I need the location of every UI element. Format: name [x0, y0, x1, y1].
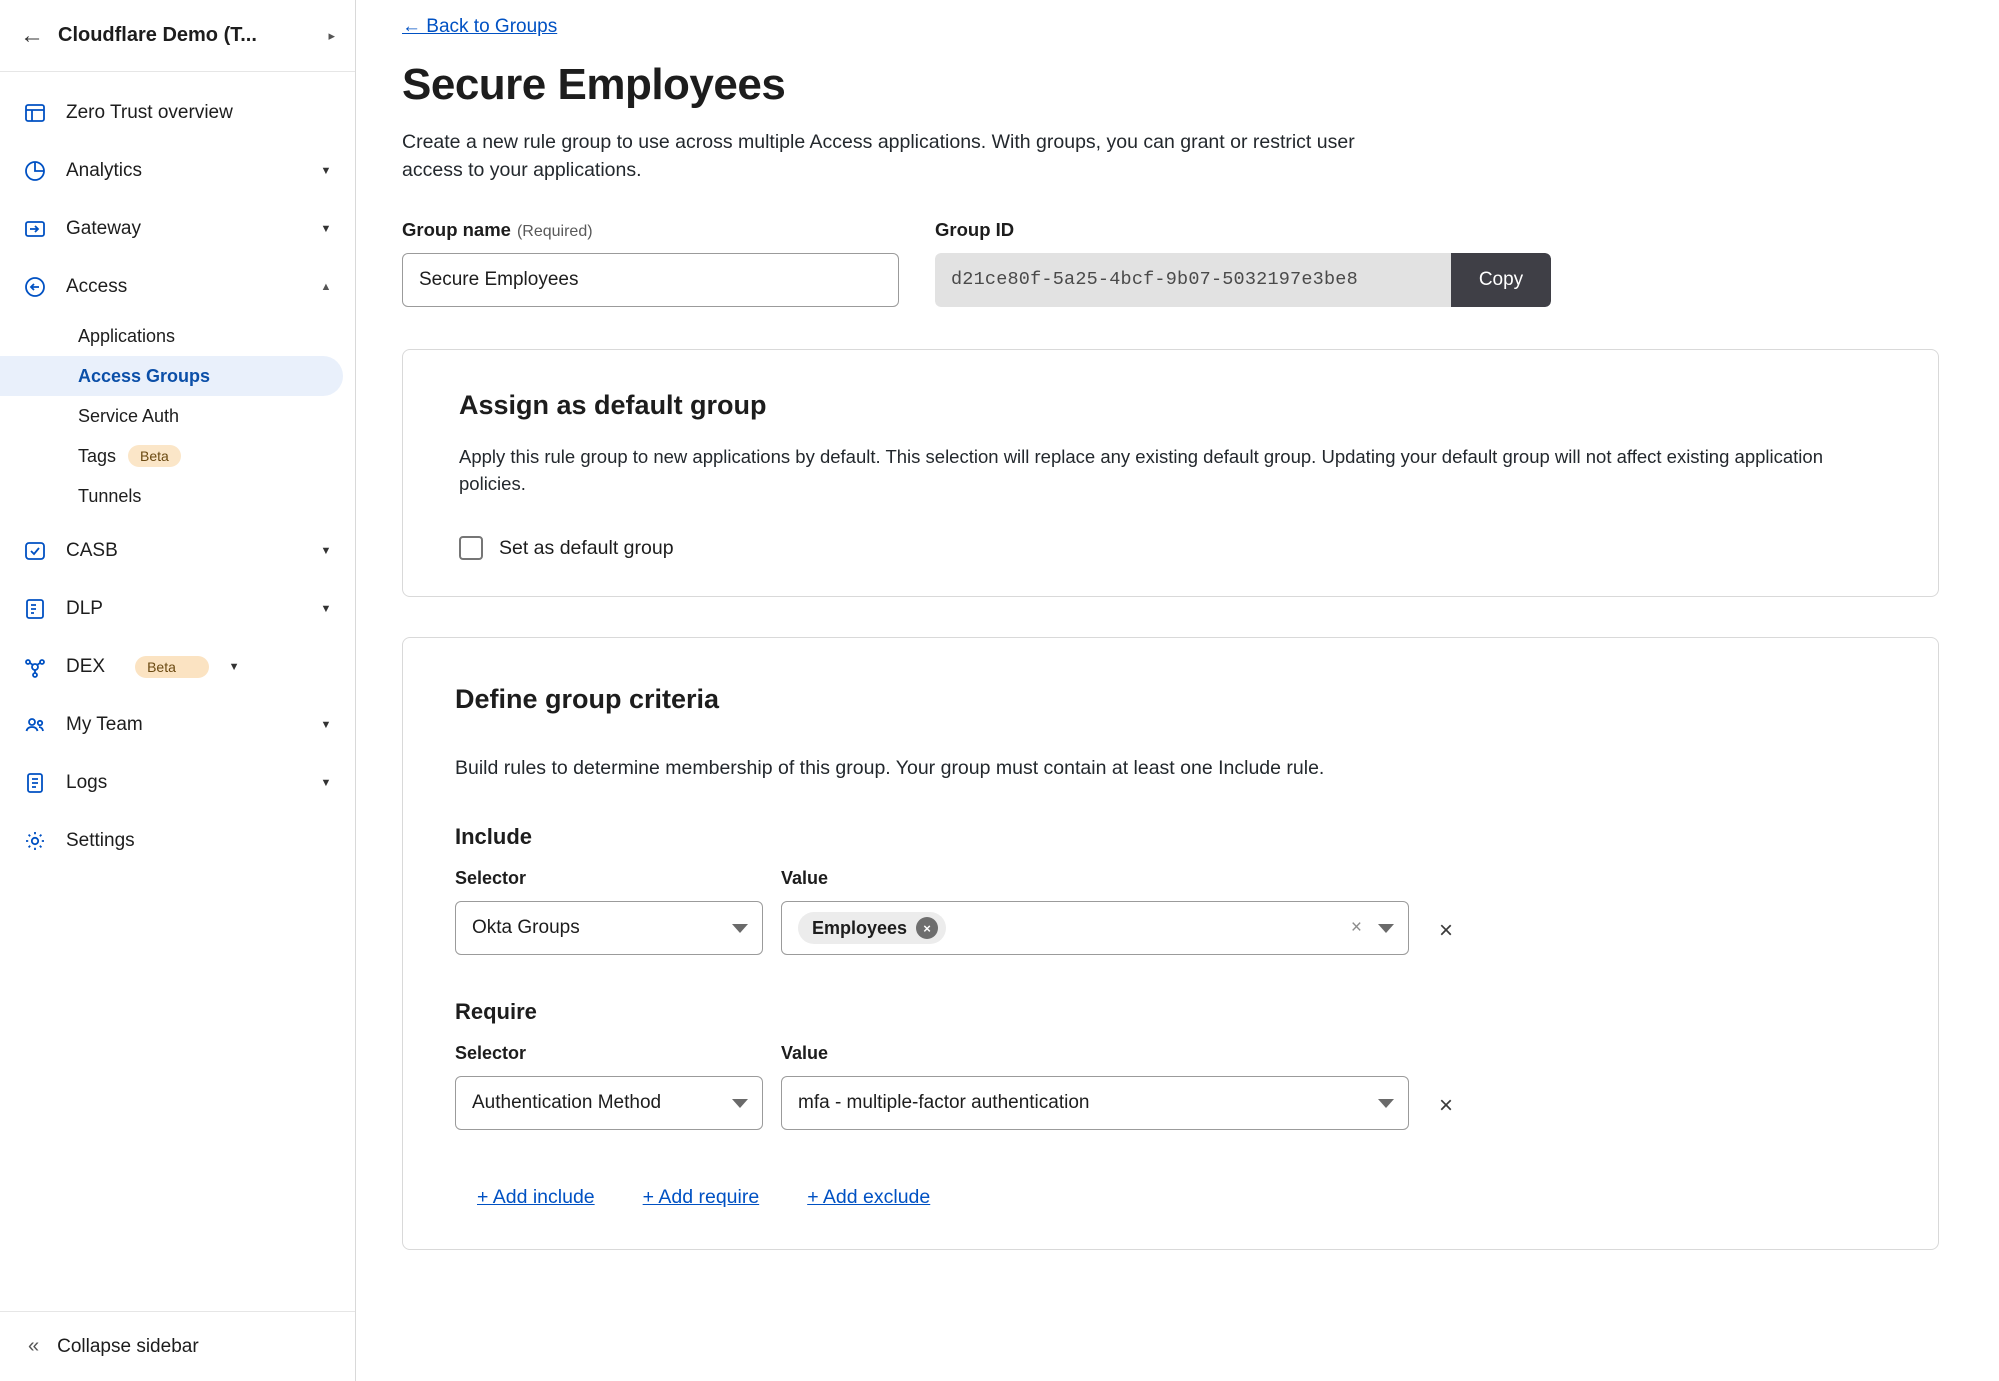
sidebar-item-label: DLP	[66, 598, 103, 619]
gear-icon	[22, 828, 48, 854]
group-id-label: Group ID	[935, 218, 1015, 240]
chevron-down-icon[interactable]: ▼	[320, 777, 332, 789]
casb-shield-icon	[22, 538, 48, 564]
access-subnav	[0, 316, 355, 522]
sidebar-subitem-label: Access Groups	[78, 365, 211, 386]
require-selector-value: Authentication Method	[472, 1092, 662, 1114]
sidebar-item-label: Settings	[66, 830, 135, 851]
include-selector-value: Okta Groups	[472, 917, 580, 939]
dex-icon	[22, 654, 48, 680]
assign-default-group-title: Assign as default group	[459, 389, 767, 420]
sidebar-item-zero-trust-overview[interactable]	[0, 84, 355, 142]
include-value-tokens	[798, 912, 1341, 944]
remove-include-rule-button[interactable]: ×	[1439, 917, 1454, 945]
clear-icon[interactable]: ×	[1350, 917, 1362, 939]
copy-button[interactable]: Copy	[1451, 253, 1551, 307]
require-selector-col	[455, 1043, 763, 1130]
assign-default-group-description: Apply this rule group to new applications by default. This selection will replace any existing default group. Updating your default group will not affect existing application policies.	[459, 445, 1823, 495]
group-name-field	[402, 219, 899, 307]
set-default-group-checkbox[interactable]	[459, 536, 483, 560]
remove-require-rule-button[interactable]: ×	[1439, 1092, 1454, 1120]
chevron-down-icon[interactable]: ▼	[320, 603, 332, 615]
gateway-icon	[22, 216, 48, 242]
sidebar-item-label: CASB	[66, 540, 118, 561]
define-group-criteria-card	[402, 637, 1939, 1250]
sidebar-item-my-team[interactable]	[0, 696, 355, 754]
chevron-down-icon[interactable]: ▼	[228, 661, 240, 673]
sidebar-item-logs[interactable]	[0, 754, 355, 812]
require-value-col	[781, 1043, 1409, 1130]
sidebar-item-service-auth[interactable]	[0, 396, 343, 436]
logs-icon	[22, 770, 48, 796]
sidebar-item-label: My Team	[66, 714, 143, 735]
chevron-down-icon[interactable]: ▼	[320, 223, 332, 235]
chevrons-left-icon: «	[28, 1335, 40, 1357]
sidebar	[0, 0, 356, 1381]
include-value-label: Value	[781, 868, 829, 889]
value-token-label: Employees	[812, 917, 908, 938]
group-id-value: d21ce80f-5a25-4bcf-9b07-5032197e3be8	[935, 253, 1451, 307]
arrow-left-icon[interactable]: ←	[20, 21, 44, 49]
define-group-criteria-description: Build rules to determine membership of this group. Your group must contain at least one Include rule.	[455, 757, 1325, 780]
chevron-up-icon[interactable]: ▲	[320, 281, 332, 293]
sidebar-subitem-label: Service Auth	[78, 405, 180, 426]
add-rule-links	[455, 1186, 1898, 1209]
beta-badge: Beta	[128, 445, 181, 468]
sidebar-item-access[interactable]	[0, 258, 355, 316]
page-description: Create a new rule group to use across multiple Access applications. With groups, you can grant or restrict user access to your applications.	[402, 131, 1355, 182]
collapse-sidebar-label: Collapse sidebar	[57, 1335, 199, 1357]
require-value-dropdown[interactable]	[781, 1076, 1409, 1130]
require-selector-label: Selector	[455, 1043, 527, 1064]
sidebar-item-label: Gateway	[66, 218, 141, 239]
include-rule-row	[455, 868, 1898, 955]
include-heading: Include	[455, 824, 533, 850]
require-selector-dropdown[interactable]	[455, 1076, 763, 1130]
sidebar-subitem-label: Tunnels	[78, 485, 142, 506]
include-selector-col	[455, 868, 763, 955]
required-hint: (Required)	[516, 222, 593, 240]
collapse-sidebar-button[interactable]	[0, 1311, 355, 1381]
sidebar-item-label: Analytics	[66, 160, 143, 181]
chevron-down-icon	[1378, 1099, 1394, 1108]
close-icon[interactable]: ×	[916, 917, 938, 939]
add-require-link[interactable]: + Add require	[642, 1186, 760, 1209]
include-selector-dropdown[interactable]	[455, 901, 763, 955]
add-include-link[interactable]: + Add include	[477, 1186, 595, 1209]
sidebar-subitem-label: Applications	[78, 325, 176, 346]
group-id-field	[935, 219, 1551, 307]
chevron-down-icon[interactable]: ▼	[320, 165, 332, 177]
require-value-value: mfa - multiple-factor authentication	[798, 1092, 1090, 1114]
sidebar-item-label: Access	[66, 276, 128, 297]
back-to-groups-link[interactable]: ← Back to Groups	[402, 16, 558, 37]
sidebar-item-tags[interactable]	[0, 436, 343, 476]
include-selector-label: Selector	[455, 868, 527, 889]
set-default-group-row	[459, 536, 1898, 560]
assign-default-group-card	[402, 349, 1939, 598]
include-value-dropdown[interactable]	[781, 901, 1409, 955]
sidebar-item-applications[interactable]	[0, 316, 343, 356]
sidebar-item-label: Zero Trust overview	[66, 102, 233, 123]
page-title: Secure Employees	[402, 60, 786, 109]
chevron-down-icon	[732, 1099, 748, 1108]
set-default-group-label: Set as default group	[499, 536, 674, 559]
group-id-wrapper	[935, 253, 1551, 307]
chevron-down-icon[interactable]: ▼	[320, 545, 332, 557]
sidebar-item-tunnels[interactable]	[0, 476, 343, 516]
group-name-label-text: Group name	[402, 218, 511, 240]
main-content	[356, 0, 1999, 1381]
sidebar-item-gateway[interactable]	[0, 200, 355, 258]
pie-chart-icon	[22, 158, 48, 184]
require-rule-row	[455, 1043, 1898, 1130]
sidebar-item-casb[interactable]	[0, 522, 355, 580]
sidebar-item-access-groups[interactable]	[0, 356, 343, 396]
sidebar-item-dlp[interactable]	[0, 580, 355, 638]
chevron-down-icon[interactable]: ▼	[320, 719, 332, 731]
dlp-icon	[22, 596, 48, 622]
sidebar-item-dex[interactable]	[0, 638, 355, 696]
sidebar-subitem-label: Tags	[78, 445, 117, 466]
sidebar-item-label: DEX	[66, 656, 106, 677]
chevron-down-icon	[732, 924, 748, 933]
people-icon	[22, 712, 48, 738]
group-fields-row	[402, 219, 1939, 307]
chevron-down-icon	[1378, 924, 1394, 933]
require-heading: Require	[455, 999, 537, 1025]
beta-badge: Beta	[135, 656, 209, 679]
require-value-label: Value	[781, 1043, 829, 1064]
chevron-right-icon[interactable]: ▸	[328, 27, 335, 43]
sidebar-nav	[0, 72, 355, 1311]
sidebar-header	[0, 0, 355, 72]
layout-icon	[22, 100, 48, 126]
add-exclude-link[interactable]: + Add exclude	[807, 1186, 931, 1209]
group-name-input[interactable]	[402, 253, 899, 307]
sidebar-item-settings[interactable]	[0, 812, 355, 870]
account-name[interactable]: Cloudflare Demo (T...	[58, 24, 257, 46]
group-name-label	[402, 219, 899, 241]
sidebar-item-analytics[interactable]	[0, 142, 355, 200]
value-token[interactable]	[798, 912, 946, 944]
define-group-criteria-title: Define group criteria	[455, 684, 720, 715]
access-icon	[22, 274, 48, 300]
sidebar-item-label: Logs	[66, 772, 108, 793]
include-value-col	[781, 868, 1409, 955]
